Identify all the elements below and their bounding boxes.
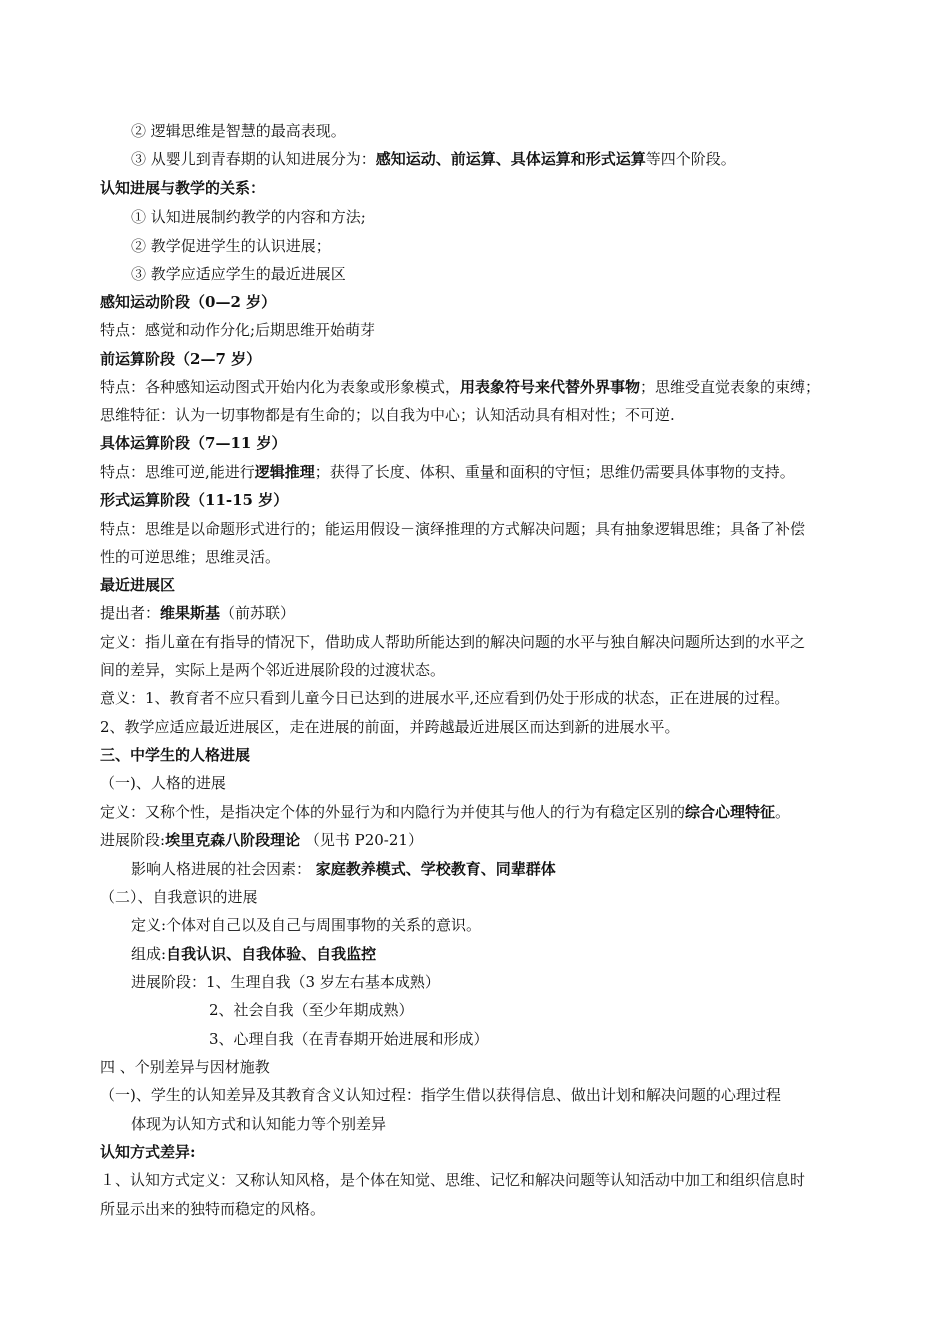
text-line bbox=[100, 1166, 805, 1194]
text-line bbox=[100, 1081, 781, 1109]
text-line bbox=[131, 911, 481, 939]
bold-text: 最近进展区 bbox=[100, 576, 176, 594]
list-item bbox=[131, 203, 366, 231]
text-segment: 思维特征：认为一切事物都是有生命的；以自我为中心；认知活动具有相对性；不可逆. bbox=[100, 406, 675, 424]
text-segment: 定义:个体对自己以及自己与周围事物的关系的意识。 bbox=[131, 916, 482, 934]
text-segment: 特点：感觉和动作分化;后期思维开始萌芽 bbox=[100, 321, 376, 339]
bold-text: 用表象符号来代替外界事物 bbox=[460, 378, 641, 396]
bold-text: 前运算阶段（2—7 岁） bbox=[100, 350, 262, 368]
section-heading bbox=[100, 1138, 196, 1166]
text-line bbox=[100, 316, 375, 344]
section-heading bbox=[100, 345, 261, 373]
text-segment: （一)、人格的进展 bbox=[100, 774, 226, 792]
text-segment: 进展阶段: bbox=[100, 831, 166, 849]
text-segment: ③ 从婴儿到青春期的认知进展分为： bbox=[131, 150, 376, 168]
text-line bbox=[100, 401, 675, 429]
text-line bbox=[100, 684, 789, 712]
text-line bbox=[100, 826, 423, 854]
list-item bbox=[131, 232, 331, 260]
bold-text: 维果斯基 bbox=[160, 604, 221, 622]
text-segment: 间的差异，实际上是两个邻近进展阶段的过渡状态。 bbox=[100, 661, 446, 679]
text-segment: 2、教学应适应最近进展区，走在进展的前面，并跨越最近进展区而达到新的进展水平。 bbox=[100, 718, 680, 736]
text-line bbox=[100, 628, 805, 656]
bold-text: 埃里克森八阶段理论 bbox=[165, 831, 301, 849]
text-line bbox=[100, 458, 795, 486]
text-segment: ；思维受直觉表象的束缚； bbox=[640, 378, 821, 396]
bold-text: 三、中学生的人格进展 bbox=[100, 746, 251, 764]
list-item bbox=[131, 968, 440, 996]
text-segment: 。 bbox=[775, 803, 791, 821]
text-line bbox=[100, 656, 445, 684]
text-line bbox=[131, 145, 736, 173]
text-line bbox=[100, 599, 295, 627]
text-segment: 体现为认知方式和认知能力等个别差异 bbox=[131, 1115, 387, 1133]
subsection-heading bbox=[100, 883, 258, 911]
text-segment: ② 逻辑思维是智慧的最高表现。 bbox=[131, 122, 346, 140]
section-heading bbox=[100, 741, 250, 769]
list-item bbox=[131, 260, 346, 288]
text-segment: 性的可逆思维；思维灵活。 bbox=[100, 548, 281, 566]
section-heading bbox=[100, 429, 287, 457]
text-segment: 特点：思维可逆,能进行 bbox=[100, 463, 255, 481]
section-heading bbox=[100, 288, 276, 316]
text-line bbox=[100, 798, 790, 826]
text-line bbox=[100, 1195, 325, 1223]
bold-text: 认知方式差异: bbox=[100, 1143, 196, 1161]
text-line bbox=[131, 117, 346, 145]
text-segment: ③ 教学应适应学生的最近进展区 bbox=[131, 265, 346, 283]
text-line bbox=[131, 940, 376, 968]
text-segment: 3、心理自我（在青春期开始进展和形成） bbox=[209, 1030, 489, 1048]
text-segment: 特点：各种感知运动图式开始内化为表象或形象模式， bbox=[100, 378, 461, 396]
text-segment: （前苏联） bbox=[220, 604, 296, 622]
list-item bbox=[209, 996, 414, 1024]
bold-text: 认知进展与教学的关系： bbox=[100, 179, 266, 197]
text-line bbox=[100, 713, 680, 741]
text-segment: ② 教学促进学生的认识进展； bbox=[131, 237, 331, 255]
text-line bbox=[100, 373, 820, 401]
bold-text: 形式运算阶段（11-15 岁） bbox=[100, 491, 289, 509]
text-segment: 所显示出来的独特而稳定的风格。 bbox=[100, 1200, 326, 1218]
text-segment: 影响人格进展的社会因素： bbox=[131, 860, 316, 878]
text-segment: １、认知方式定义：又称认知风格，是个体在知觉、思维、记忆和解决问题等认知活动中加工和组织信息时 bbox=[100, 1171, 806, 1189]
text-segment: 特点：思维是以命题形式进行的；能运用假设－演绎推理的方式解决问题；具有抽象逻辑思维；具备了补偿 bbox=[100, 520, 806, 538]
subsection-heading bbox=[100, 769, 226, 797]
text-segment: （一)、学生的认知差异及其教育含义认知过程：指学生借以获得信息、做出计划和解决问题的心理过程 bbox=[100, 1086, 781, 1104]
text-segment: 2、社会自我（至少年期成熟） bbox=[209, 1001, 414, 1019]
section-heading bbox=[100, 571, 175, 599]
bold-text: 逻辑推理 bbox=[254, 463, 315, 481]
text-line bbox=[100, 515, 805, 543]
text-segment: 进展阶段：1、生理自我（3 岁左右基本成熟） bbox=[131, 973, 440, 991]
text-line bbox=[131, 855, 556, 883]
section-heading bbox=[100, 486, 288, 514]
text-segment: 四 、个别差异与因材施教 bbox=[100, 1058, 270, 1076]
section-heading bbox=[100, 1053, 270, 1081]
bold-text: 综合心理特征 bbox=[685, 803, 776, 821]
text-segment: ；获得了长度、体积、重量和面积的守恒；思维仍需要具体事物的支持。 bbox=[314, 463, 795, 481]
text-line bbox=[100, 543, 280, 571]
text-segment: 提出者： bbox=[100, 604, 161, 622]
bold-text: 感知运动、前运算、具体运算和形式运算 bbox=[375, 150, 646, 168]
text-segment: 组成: bbox=[131, 945, 167, 963]
text-segment: 定义：指儿童在有指导的情况下，借助成人帮助所能达到的解决问题的水平与独自解决问题所达到的水平之 bbox=[100, 633, 806, 651]
text-segment: 意义：1、教育者不应只看到儿童今日已达到的进展水平,还应看到仍处于形成的状态，正在进展的过程。 bbox=[100, 689, 790, 707]
bold-text: 感知运动阶段（0—2 岁） bbox=[100, 293, 277, 311]
section-heading bbox=[100, 174, 265, 202]
text-segment: ① 认知进展制约教学的内容和方法; bbox=[131, 208, 366, 226]
bold-text: 自我认识、自我体验、自我监控 bbox=[166, 945, 377, 963]
text-segment: 等四个阶段。 bbox=[645, 150, 736, 168]
bold-text: 家庭教养模式、学校教育、同辈群体 bbox=[315, 860, 556, 878]
text-segment: （见书 P20-21） bbox=[300, 831, 423, 849]
text-segment: （二）、自我意识的进展 bbox=[100, 888, 258, 906]
bold-text: 具体运算阶段（7—11 岁） bbox=[100, 434, 287, 452]
text-line bbox=[131, 1110, 386, 1138]
list-item bbox=[209, 1025, 489, 1053]
text-segment: 定义：又称个性，是指决定个体的外显行为和内隐行为并使其与他人的行为有稳定区别的 bbox=[100, 803, 686, 821]
